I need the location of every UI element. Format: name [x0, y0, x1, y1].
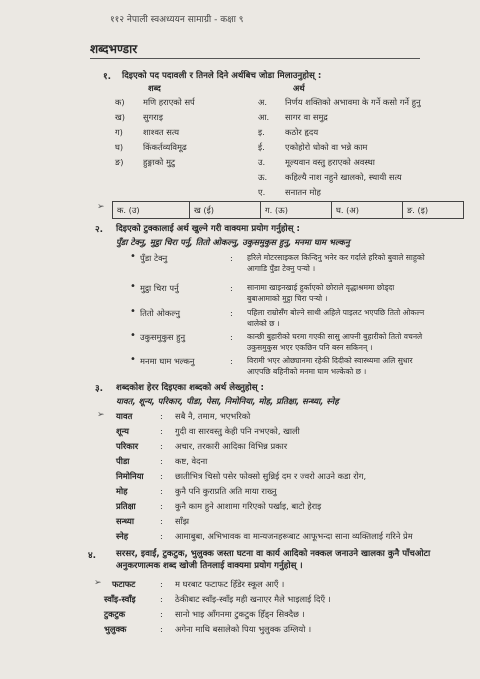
q1-meaning: मूल्यवान वस्तु हराएको अवस्था: [285, 157, 375, 167]
q1-answer-cell: ङ. (इ): [403, 202, 464, 219]
q4-colon: :: [160, 624, 163, 634]
q4-sentence: म घरबाट फटाफट हिँडेर स्कूल आएँ ।: [175, 579, 285, 589]
q1-answer-table: [112, 201, 464, 219]
q3-term: पीडा: [116, 456, 130, 466]
q1-meaning: कहिल्यै नाश नहुने खालको, स्थायी सत्य: [285, 172, 402, 182]
q2-sentence: सानामा खाइनखाई हुर्काएको छोराले वृद्धाश्रममा छोड्दा बुबाआमाको मुट्ठा चिरा पऱ्यो ।: [247, 283, 395, 303]
q3-meaning: छातीभित्र चिसो पसेर फोक्सो सुन्निई दम र ज्वरो आउने कडा रोग,: [175, 471, 367, 481]
q2-text: दिइएको टुक्कालाई अर्थ खुल्ने गरी वाक्यमा प्रयोग गर्नुहोस् :: [116, 224, 300, 234]
q3-meaning: कुनै काम हुने आशामा गरिएको पर्खाइ, बाटो हेराइ: [175, 501, 322, 511]
q1-col-meaning: अर्थ: [293, 83, 305, 93]
q3-term: मोह: [116, 486, 128, 496]
bullet-icon: •: [130, 354, 136, 365]
q2-term: तितो ओकल्नु: [140, 308, 181, 318]
q4-term: फटाफट: [112, 579, 136, 589]
q3-term: सन्ध्या: [116, 516, 134, 526]
q1-answer-cell: ख (ई): [190, 202, 261, 219]
q1-text: दिइएको पद पदावली र तिनले दिने अर्थबिच जोडा मिलाउनुहोस् :: [122, 71, 322, 81]
q1-word: हुङ्गाको मुटु: [143, 157, 176, 167]
q1-meaning: सागर वा समुद्र: [285, 112, 328, 122]
q1-col-word: शब्द: [148, 83, 161, 93]
q1-word: मणि हराएको सर्प: [143, 97, 195, 107]
bullet-icon: •: [130, 306, 136, 317]
q1-meaning-key: ई.: [258, 142, 265, 152]
bullet-icon: •: [130, 251, 136, 262]
q3-colon: :: [160, 501, 163, 511]
q3-colon: :: [160, 411, 163, 421]
bullet-icon: •: [130, 330, 136, 341]
q1-word-key: क): [115, 97, 125, 107]
q1-meaning: सनातन मोह: [285, 187, 321, 197]
q3-colon: :: [160, 471, 163, 481]
q3-meaning: सबै नै, तमाम, भएभरिको: [175, 411, 251, 421]
q3-meaning: गुदी वा सारवस्तु केही पनि नभएको, खाली: [175, 426, 300, 436]
q2-word-list: पुँडा टेक्नु, मुट्ठा चिरा पर्नु, तितो ओकल्नु, उकुसमुकुस हुनु, मनमा घाम भल्कनु: [116, 237, 350, 247]
q2-sentence: कान्छी बुहारीको घरमा गएकी सासु आफ्नी बुहारीको तितो वचनले उकुसमुकुस भएर एकछिन पनि बस्न सकिनन् ।: [247, 332, 423, 352]
q3-term: शून्य: [116, 426, 129, 436]
q4-number: ४.: [88, 551, 97, 561]
q2-number: २.: [95, 225, 104, 235]
answer-pointer-icon: ➢: [97, 202, 105, 212]
q3-colon: :: [160, 426, 163, 436]
q3-meaning: आमाबुबा, अभिभावक वा मान्यजनहरूबाट आफूभन्दा साना व्यक्तिलाई गरिने प्रेम: [175, 531, 413, 541]
answer-pointer-icon: ➢: [94, 578, 102, 588]
q2-colon: :: [230, 356, 233, 366]
q2-sentence: हरिले मोटरसाइकल किन्दिनु भनेर कर गर्दाले हरिको बुवाले साहुको आगाडि पुँडा टेक्नु पऱ्यो ।: [247, 253, 425, 273]
q4-colon: :: [160, 609, 163, 619]
q2-term: उकुसमुकुस हुनु: [140, 332, 186, 342]
q3-term: निमोनिया: [116, 471, 144, 481]
q2-term: पुँडा टेक्नु: [140, 253, 168, 263]
q4-text: सरसर, इवाईं, टुकटुक, भुलुक्क जस्ता घटना वा कार्य आदिको नक्कल जनाउने खालका कुनै पाँचओटा अनुकरणात्मक शब्द खोजी तिनलाई वाक्यमा प्रयोग गर्नुहोस् ।: [116, 549, 431, 571]
q1-meaning: कठोर हृदय: [285, 127, 319, 137]
q1-word-key: घ): [115, 142, 124, 152]
q2-colon: :: [230, 253, 233, 263]
q2-colon: :: [230, 283, 233, 293]
q4-colon: :: [160, 594, 163, 604]
q1-word-key: ख): [115, 112, 126, 122]
q3-colon: :: [160, 531, 163, 541]
q1-word-key: ग): [115, 127, 123, 137]
q3-term: परिकार: [116, 441, 139, 451]
q3-colon: :: [160, 441, 163, 451]
q3-meaning: कुनै पनि कुराप्रति अति माया राख्नु: [175, 486, 277, 496]
q1-meaning-key: इ.: [258, 127, 265, 137]
q2-sentence: पहिला राम्रोसँग बोल्ने साथी अहिले पाइलट भएपछि तितो ओकल्न थालेको छ ।: [247, 308, 425, 328]
section-rule: [90, 58, 420, 59]
q1-meaning: निर्णय शक्तिको अभावमा के गर्ने कसो गर्ने हुनु: [285, 97, 421, 107]
page-header: ११२ नेपाली स्वअध्ययन सामाग्री - कक्षा ९: [110, 15, 244, 25]
q4-term: टुकटुक: [104, 609, 126, 619]
q1-word-key: ङ): [115, 157, 124, 167]
q4-sentence: अगेना माथि बसालेको पिया भुलुक्क उम्लियो ।: [175, 624, 312, 634]
q3-meaning: कष्ट, वेदना: [175, 456, 208, 466]
q4-term: भुलुक्क: [104, 624, 127, 634]
answer-pointer-icon: ➢: [97, 410, 105, 420]
q3-colon: :: [160, 516, 163, 526]
q3-word-list: यावत, शून्य, परिकार, पीडा, पेसा, निमोनिया, मोह, प्रतिक्षा, सन्ध्या, स्नेह: [116, 396, 339, 406]
q1-word: सुगराइ: [143, 112, 163, 122]
q2-term: मनमा घाम भल्कनु: [140, 356, 195, 366]
q2-sentence: विरामी भएर ओछ्यानमा रहेकी दिदीको स्वास्थ्यमा अलि सुधार आएपछि बहिनीको मनमा घाम भल्केको छ ।: [247, 356, 413, 376]
q1-meaning-key: ऊ.: [258, 172, 268, 182]
q3-meaning: अचार, तरकारी आदिका विभिन्न प्रकार: [175, 441, 288, 451]
q1-number: १.: [103, 72, 112, 82]
q3-colon: :: [160, 456, 163, 466]
q1-answer-cell: क. (उ): [113, 202, 190, 219]
q3-text: शब्दकोश हेरर दिइएका शब्दको अर्थ लेख्नुहोस् :: [116, 383, 264, 393]
q1-meaning: एकोहोरो धोको वा भन्ने काम: [285, 142, 368, 152]
bullet-icon: •: [130, 281, 136, 292]
q2-colon: :: [230, 308, 233, 318]
q4-sentence: ठेकीबाट स्वाँइ-स्वाँइ मही खनाएर मैले भाइलाई दिएँ ।: [175, 594, 331, 604]
q3-meaning: साँझ: [175, 516, 190, 526]
q1-word: शाश्वत सत्य: [143, 127, 180, 137]
q1-answer-cell: घ. (अ): [332, 202, 403, 219]
q1-meaning-key: आ.: [258, 112, 270, 122]
section-title: शब्दभण्डार: [90, 42, 138, 56]
q4-term: स्वाँइ-स्वाँइ: [104, 594, 136, 604]
q1-answer-cell: ग. (ऊ): [261, 202, 332, 219]
q1-word: किंकर्तव्यविमूढ: [143, 142, 187, 152]
q1-meaning-key: उ.: [258, 157, 266, 167]
q2-colon: :: [230, 332, 233, 342]
q2-term: मुट्ठा चिरा पर्नु: [140, 283, 179, 293]
q4-sentence: सानो भाइ आँगनमा टुकटुक हिँड्न सिक्दैछ ।: [175, 609, 305, 619]
q3-number: ३.: [95, 384, 104, 394]
q3-colon: :: [160, 486, 163, 496]
q3-term: प्रतिक्षा: [116, 501, 136, 511]
q3-term: यावत: [116, 411, 133, 421]
q4-colon: :: [160, 579, 163, 589]
q1-meaning-key: ए.: [258, 187, 266, 197]
q3-term: स्नेह: [116, 531, 129, 541]
q1-meaning-key: अ.: [258, 97, 267, 107]
